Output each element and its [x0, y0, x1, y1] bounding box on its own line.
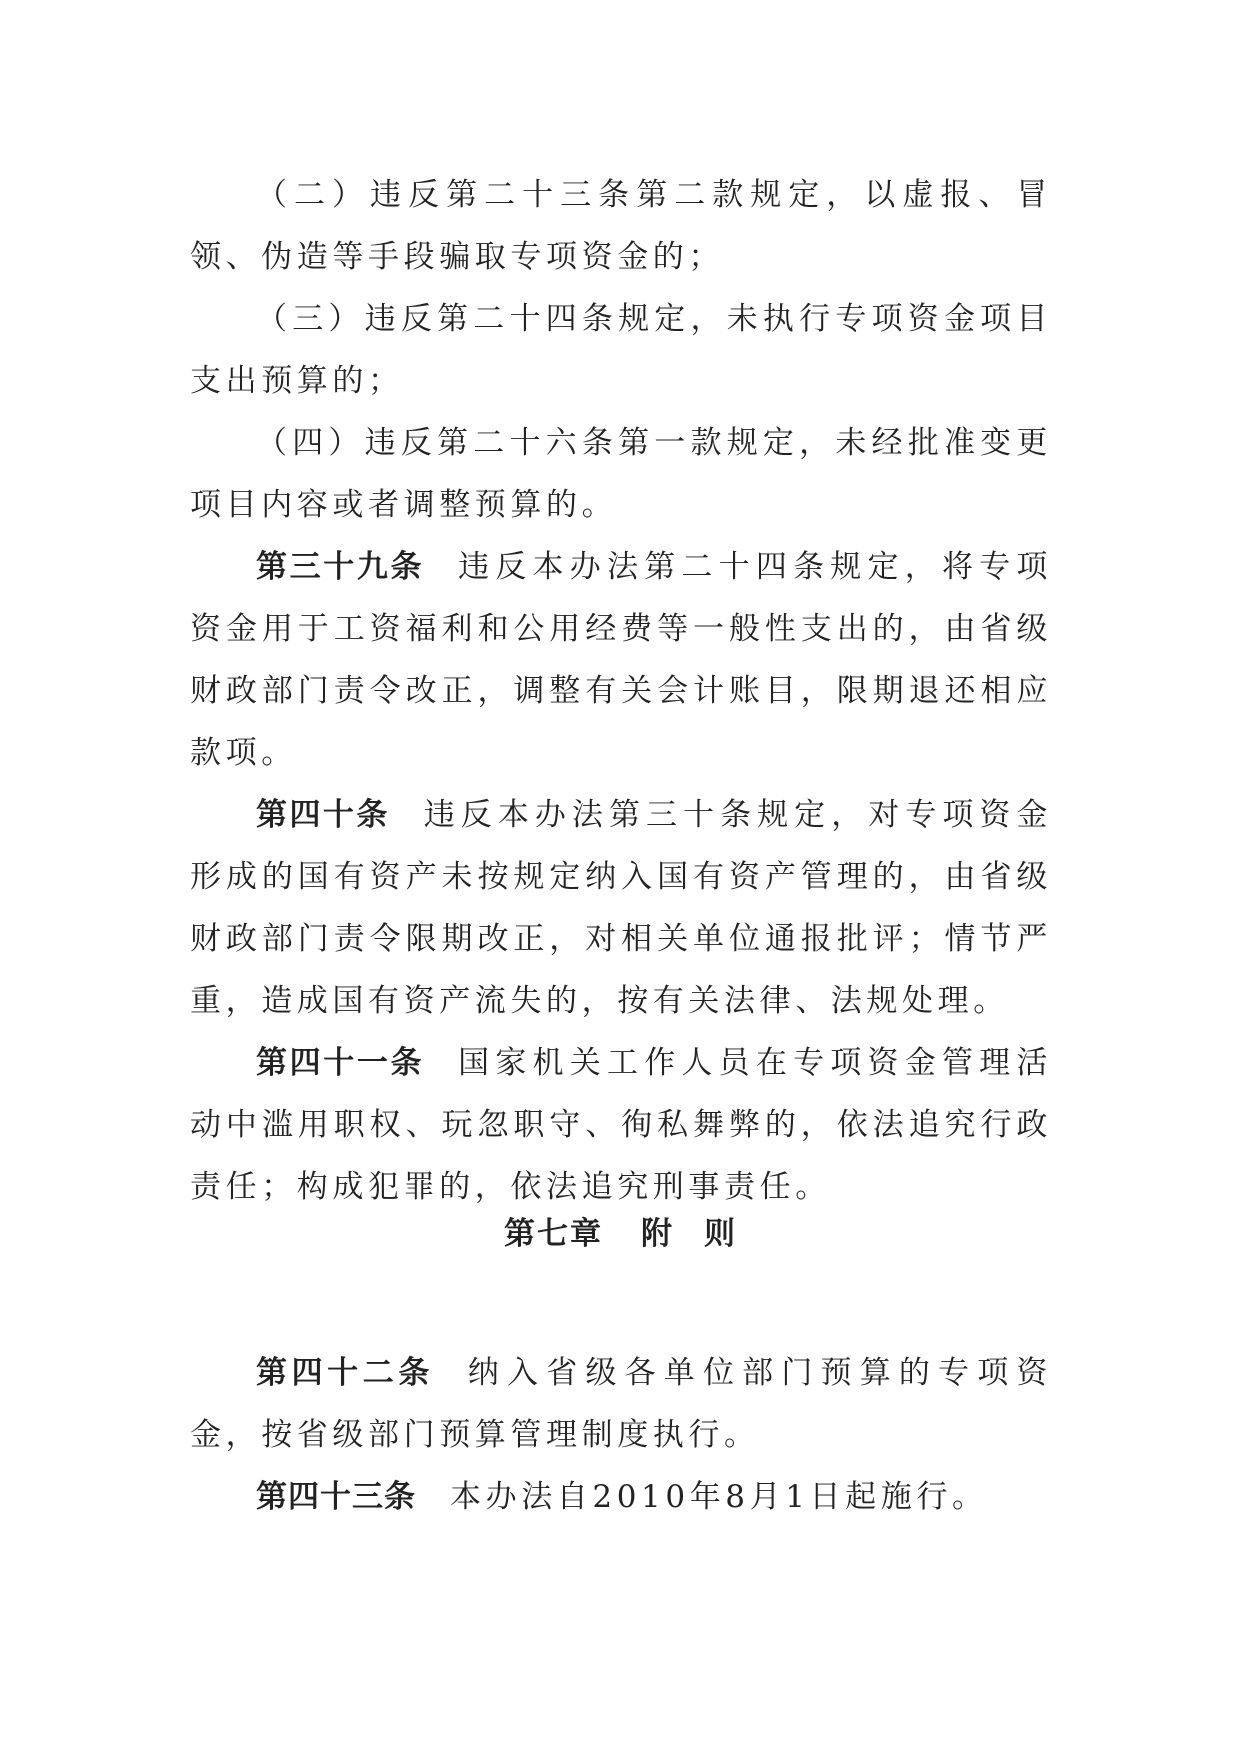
article-number: 第四十三条 [256, 1479, 416, 1515]
list-item [190, 164, 1052, 288]
article-text: 本办法自2010年8月1日起施行。 [450, 1479, 988, 1515]
article-number: 第四十二条 [256, 1355, 434, 1391]
article-text: 纳入省级各单位部门预算的专项资金，按省级部门预算管理制度执行。 [190, 1355, 1053, 1453]
article-38-continuation [190, 164, 1052, 1218]
article-text: 违反本办法第二十四条规定，将专项资金用于工资福利和公用经费等一般性支出的，由省级财政部门责令改正，调整有关会计账目，限期退还相应款项。 [190, 549, 1053, 771]
list-item-text: （四）违反第二十六条第一款规定，未经批准变更项目内容或者调整预算的。 [190, 425, 1052, 523]
article-41 [190, 1032, 1052, 1218]
article-39 [190, 536, 1052, 784]
article-42 [190, 1342, 1052, 1466]
chapter-heading [0, 1208, 1241, 1253]
article-43 [190, 1466, 1052, 1528]
list-item [190, 412, 1052, 536]
article-40 [190, 784, 1052, 1032]
chapter-name-char: 附 [641, 1216, 674, 1252]
chapter-name-char: 则 [704, 1216, 737, 1252]
article-text: 违反本办法第三十条规定，对专项资金形成的国有资产未按规定纳入国有资产管理的，由省级财政部门责令限期改正，对相关单位通报批评；情节严重，造成国有资产流失的，按有关法律、法规处理。 [190, 797, 1053, 1019]
article-number: 第四十条 [256, 797, 390, 833]
list-item-text: （二）违反第二十三条第二款规定，以虚报、冒领、伪造等手段骗取专项资金的； [190, 177, 1052, 275]
article-number: 第三十九条 [256, 549, 425, 585]
article-text: 国家机关工作人员在专项资金管理活动中滥用职权、玩忽职守、徇私舞弊的，依法追究行政责任；构成犯罪的，依法追究刑事责任。 [190, 1045, 1053, 1205]
chapter-number: 第七章 [504, 1216, 603, 1252]
list-item [190, 288, 1052, 412]
list-item-text: （三）违反第二十四条规定，未执行专项资金项目支出预算的； [190, 301, 1052, 399]
chapter-7-body [190, 1342, 1052, 1528]
article-number: 第四十一条 [256, 1045, 425, 1081]
